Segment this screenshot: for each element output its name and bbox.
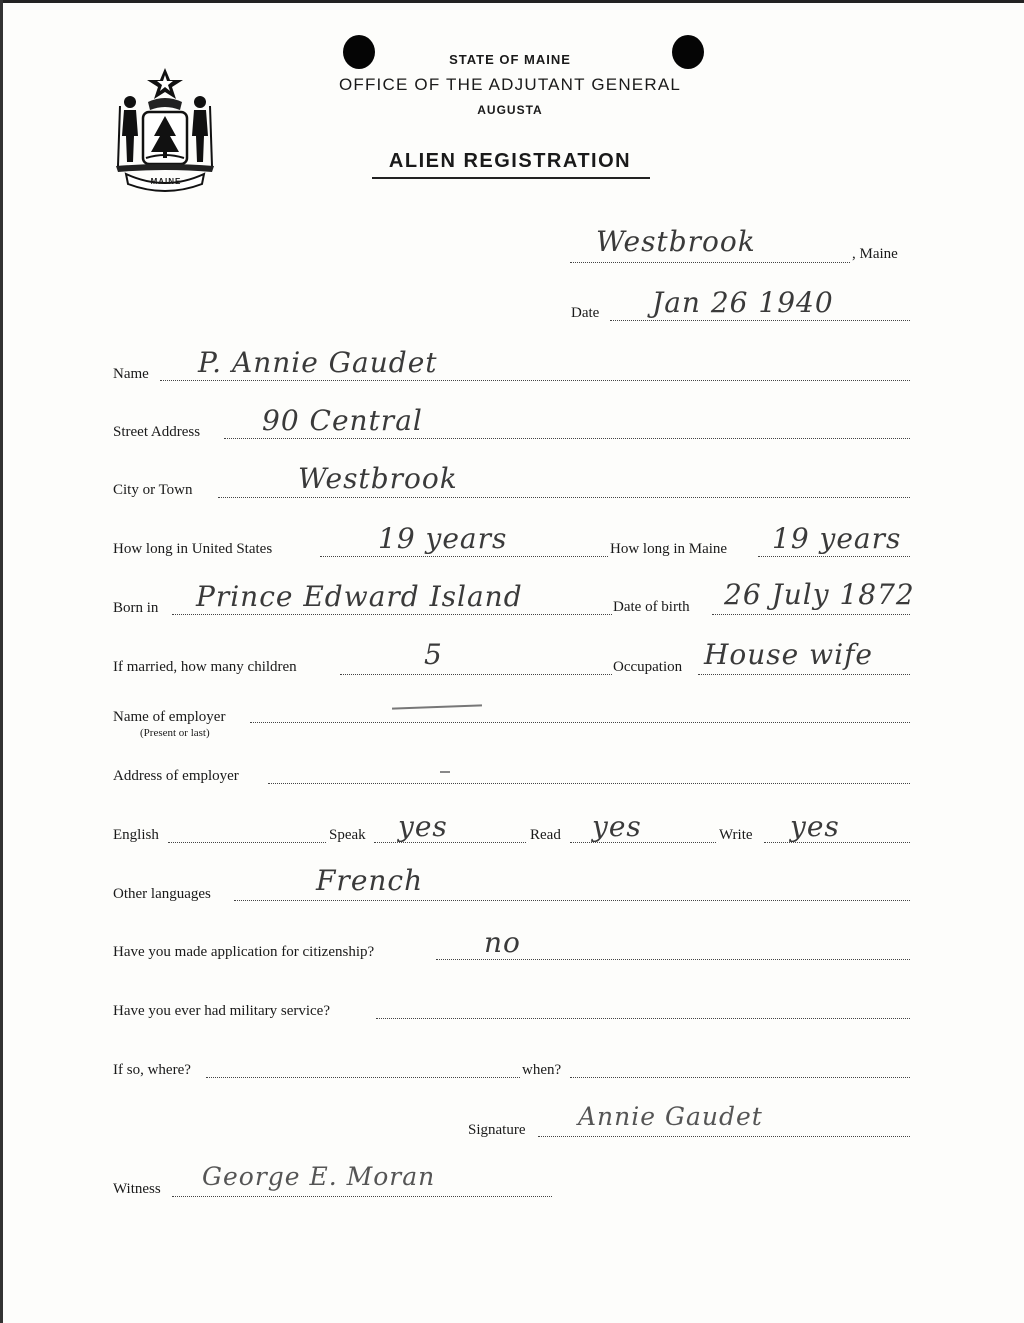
when-label: when? <box>522 1062 562 1078</box>
scan-edge-top <box>0 0 1024 3</box>
form-title: ALIEN REGISTRATION <box>388 150 632 172</box>
other-languages-line <box>234 900 910 901</box>
speak-line <box>374 842 526 843</box>
dob-line <box>712 614 910 615</box>
street-value: 90 Central <box>262 404 423 437</box>
header-city: AUGUSTA <box>477 103 543 117</box>
write-label: Write <box>719 827 753 843</box>
signature-value: Annie Gaudet <box>578 1102 763 1131</box>
employer-sublabel: (Present or last) <box>140 727 210 739</box>
citizenship-label: Have you made application for citizenship? <box>113 944 375 960</box>
born-line <box>172 614 612 615</box>
read-value: yes <box>592 810 642 843</box>
date-label: Date <box>571 305 600 321</box>
english-line <box>168 842 326 843</box>
date-line <box>610 320 910 321</box>
scan-edge-left <box>0 0 3 1323</box>
us-duration-value: 19 years <box>378 522 508 555</box>
children-value: 5 <box>424 638 443 671</box>
header-office: OFFICE OF THE ADJUTANT GENERAL <box>338 75 682 94</box>
occupation-label: Occupation <box>613 659 683 675</box>
maine-duration-label: How long in Maine <box>610 541 728 557</box>
employer-label: Name of employer <box>113 709 226 725</box>
where-label: If so, where? <box>113 1062 191 1078</box>
date-value: Jan 26 1940 <box>652 286 834 319</box>
born-label: Born in <box>113 600 159 616</box>
maine-duration-line <box>758 556 910 557</box>
name-value: P. Annie Gaudet <box>198 346 438 379</box>
employer-line <box>250 722 910 723</box>
employer-address-dash-mark <box>440 771 450 773</box>
town-suffix-label: , Maine <box>852 246 898 262</box>
write-value: yes <box>790 810 840 843</box>
street-label: Street Address <box>113 424 201 440</box>
name-line <box>160 380 910 381</box>
military-label: Have you ever had military service? <box>113 1003 330 1019</box>
witness-label: Witness <box>113 1181 161 1197</box>
dob-label: Date of birth <box>613 599 690 615</box>
signature-line <box>538 1136 910 1137</box>
dob-value: 26 July 1872 <box>724 578 915 611</box>
other-languages-value: French <box>316 864 424 897</box>
citizenship-value: no <box>484 926 521 959</box>
town-line <box>570 262 850 263</box>
occupation-line <box>698 674 910 675</box>
speak-label: Speak <box>329 827 366 843</box>
header-state: STATE OF MAINE <box>449 52 571 67</box>
english-label: English <box>113 827 159 843</box>
other-languages-label: Other languages <box>113 886 211 902</box>
city-label: City or Town <box>113 482 193 498</box>
us-duration-line <box>320 556 608 557</box>
maine-duration-value: 19 years <box>772 522 902 555</box>
town-value: Westbrook <box>596 225 756 258</box>
us-duration-label: How long in United States <box>113 541 273 557</box>
employer-address-line <box>268 783 910 784</box>
witness-value: George E. Moran <box>202 1162 436 1191</box>
signature-label: Signature <box>468 1122 526 1138</box>
children-line <box>340 674 612 675</box>
when-line <box>570 1077 910 1078</box>
employer-dash-mark <box>392 704 482 709</box>
occupation-value: House wife <box>704 638 874 671</box>
read-label: Read <box>530 827 561 843</box>
citizenship-line <box>436 959 910 960</box>
form-title-underline <box>372 177 650 179</box>
employer-address-label: Address of employer <box>113 768 239 784</box>
street-line <box>224 438 910 439</box>
city-value: Westbrook <box>298 462 458 495</box>
born-value: Prince Edward Island <box>196 580 523 613</box>
children-label: If married, how many children <box>113 659 297 675</box>
witness-line <box>172 1196 552 1197</box>
seal-banner-text: MAINE <box>150 177 182 186</box>
name-label: Name <box>113 366 149 382</box>
city-line <box>218 497 910 498</box>
military-line <box>376 1018 910 1019</box>
where-line <box>206 1077 520 1078</box>
speak-value: yes <box>398 810 448 843</box>
